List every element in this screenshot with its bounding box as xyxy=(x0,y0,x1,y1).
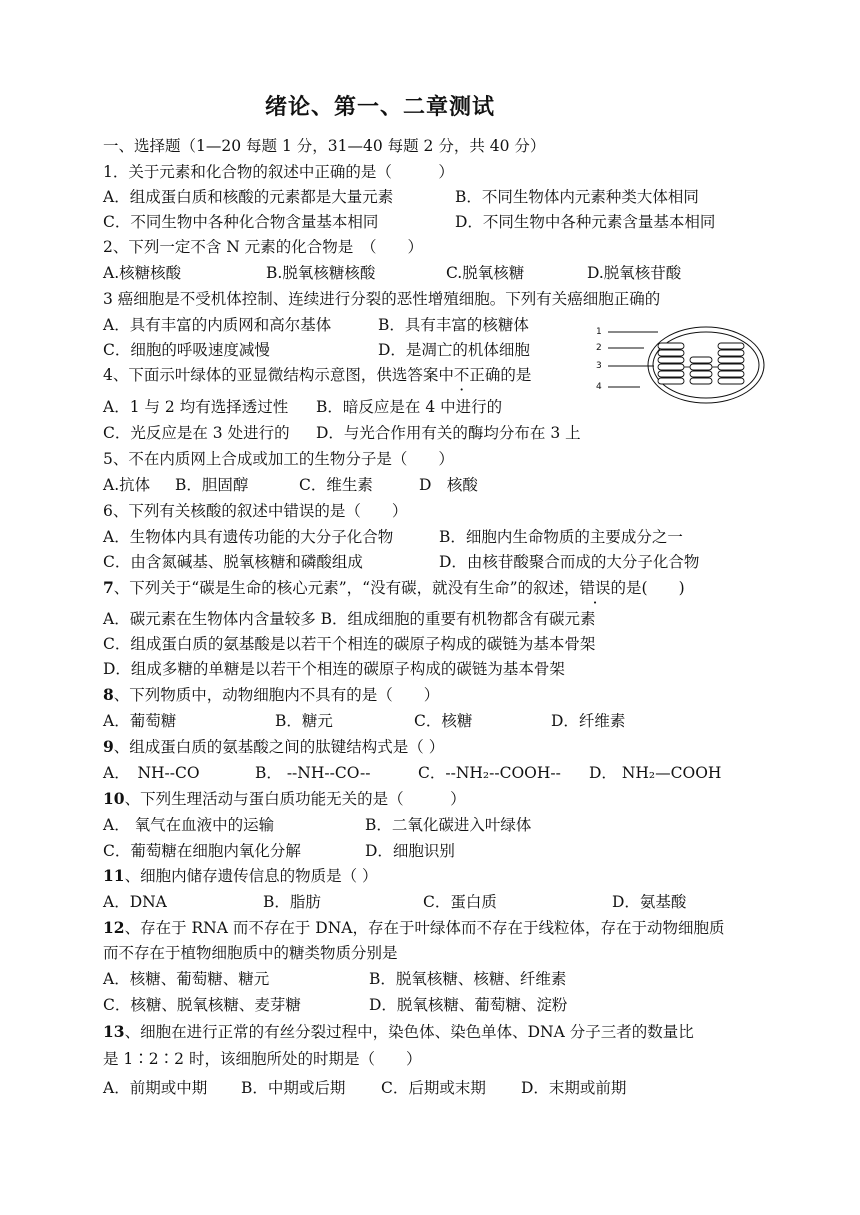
q9-stem xyxy=(103,736,444,758)
q12-stem-line2: 而不存在于植物细胞质中的糖类物质分别是 xyxy=(103,944,398,962)
q12-number: 12 xyxy=(103,918,125,937)
q4-option-b[interactable]: B．暗反应是在 4 中进行的 xyxy=(316,398,503,416)
q13-option-d[interactable]: D．末期或前期 xyxy=(521,1079,627,1097)
page-title: 绪论、第一、二章测试 xyxy=(264,94,495,120)
q7-stem-emphasis: 错误 xyxy=(579,579,611,597)
section-heading: 一、选择题（1—20 每题 1 分，31—40 每题 2 分，共 40 分） xyxy=(103,137,546,155)
q6-option-c[interactable]: C．由含氮碱基、脱氧核糖和磷酸组成 xyxy=(103,553,363,571)
diagram-label-3: 3 xyxy=(596,361,602,371)
q9-option-d[interactable]: D． NH₂—COOH xyxy=(589,764,722,782)
q2-option-b[interactable]: B.脱氧核糖核酸 xyxy=(266,264,376,282)
q13-option-a[interactable]: A．前期或中期 xyxy=(103,1079,208,1097)
q5-option-c[interactable]: C．维生素 xyxy=(299,476,373,494)
q7-stem-post: 的是( ) xyxy=(610,579,685,597)
q4-option-c[interactable]: C．光反应是在 3 处进行的 xyxy=(103,424,290,442)
q8-stem-text: 、下列物质中，动物细胞内不具有的是（ ） xyxy=(113,686,440,704)
q4-stem-post: 正确的是 xyxy=(469,366,532,384)
q2-option-c[interactable]: C.脱氧核糖 xyxy=(446,264,525,282)
q12-stem-text: 、存在于 RNA 而不存在于 DNA，存在于叶绿体而不存在于线粒体，存在于动物细胞质 xyxy=(124,919,725,937)
q10-stem xyxy=(103,788,466,810)
q9-option-b[interactable]: B． --NH--CO-- xyxy=(255,764,371,782)
q3-option-c[interactable]: C．细胞的呼吸速度减慢 xyxy=(103,341,270,359)
q13-stem-line2: 是 1∶2∶2 时，该细胞所处的时期是（ ） xyxy=(103,1050,422,1068)
q7-options-ab[interactable]: A．碳元素在生物体内含量较多 B．组成细胞的重要有机物都含有碳元素 xyxy=(103,610,596,628)
q6-option-a[interactable]: A．生物体内具有遗传功能的大分子化合物 xyxy=(103,528,394,546)
q8-option-d[interactable]: D．纤维素 xyxy=(551,712,626,730)
q5-stem: 5、不在内质网上合成或加工的生物分子是（ ） xyxy=(103,450,454,468)
q2-option-d[interactable]: D.脱氧核苷酸 xyxy=(587,264,682,282)
granum-middle xyxy=(690,357,712,384)
q6-option-b[interactable]: B．细胞内生命物质的主要成分之一 xyxy=(439,528,683,546)
q10-option-a[interactable]: A． 氧气在血液中的运输 xyxy=(103,816,275,834)
q10-option-d[interactable]: D．细胞识别 xyxy=(365,842,455,860)
q2-stem: 2、下列一定不含 N 元素的化合物是 （ ） xyxy=(103,238,424,256)
q12-option-b[interactable]: B．脱氧核糖、核糖、纤维素 xyxy=(369,970,567,988)
grana xyxy=(658,343,744,384)
q5-option-d[interactable]: D 核酸 xyxy=(419,476,478,494)
q8-stem xyxy=(103,684,439,706)
q7-stem-pre: 、下列关于“碳是生命的核心元素”，“没有碳，就没有生命”的叙述， xyxy=(113,579,580,597)
q4-stem xyxy=(103,364,531,386)
q4-stem-pre: 4、下面示叶绿体的亚显微结构示意图，供选答案中 xyxy=(103,366,454,384)
q6-option-d[interactable]: D．由核苷酸聚合而成的大分子化合物 xyxy=(439,553,700,571)
q10-option-b[interactable]: B．二氧化碳进入叶绿体 xyxy=(365,816,532,834)
q3-stem: 3 癌细胞是不受机体控制、连续进行分裂的恶性增殖细胞。下列有关癌细胞正确的 xyxy=(103,290,661,308)
q10-number: 10 xyxy=(103,789,125,808)
chloroplast-diagram xyxy=(594,325,766,407)
q9-stem-text: 、组成蛋白质的氨基酸之间的肽键结构式是（ ） xyxy=(113,738,445,756)
q1-option-c[interactable]: C．不同生物中各种化合物含量基本相同 xyxy=(103,213,379,231)
q7-option-c[interactable]: C．组成蛋白质的氨基酸是以若干个相连的碳原子构成的碳链为基本骨架 xyxy=(103,635,596,653)
q10-option-c[interactable]: C．葡萄糖在细胞内氧化分解 xyxy=(103,842,301,860)
q4-option-a[interactable]: A．1 与 2 均有选择透过性 xyxy=(103,398,289,416)
q5-option-a[interactable]: A.抗体 xyxy=(103,476,151,494)
q11-option-a[interactable]: A．DNA xyxy=(103,893,167,911)
q9-option-c[interactable]: C．--NH₂--COOH-- xyxy=(418,764,561,782)
q11-stem-text: 、细胞内储存遗传信息的物质是（ ） xyxy=(124,867,378,885)
q13-option-c[interactable]: C．后期或末期 xyxy=(381,1079,486,1097)
q13-option-b[interactable]: B．中期或后期 xyxy=(241,1079,346,1097)
q5-option-b[interactable]: B．胆固醇 xyxy=(175,476,249,494)
q12-stem-line1 xyxy=(103,917,724,939)
q4-option-d[interactable]: D．与光合作用有关的酶均分布在 3 上 xyxy=(316,424,581,442)
q12-option-a[interactable]: A．核糖、葡萄糖、糖元 xyxy=(103,970,270,988)
q1-option-b[interactable]: B．不同生物体内元素种类大体相同 xyxy=(455,188,699,206)
q9-number: 9 xyxy=(103,737,114,756)
q6-stem: 6、下列有关核酸的叙述中错误的是（ ） xyxy=(103,502,408,520)
q1-stem: 1．关于元素和化合物的叙述中正确的是（ ） xyxy=(103,163,454,181)
q11-option-b[interactable]: B．脂肪 xyxy=(263,893,321,911)
q2-option-a[interactable]: A.核糖核酸 xyxy=(103,264,182,282)
granum-right xyxy=(718,343,744,384)
q13-number: 13 xyxy=(103,1022,125,1041)
q8-option-b[interactable]: B．糖元 xyxy=(275,712,333,730)
q11-number: 11 xyxy=(103,866,125,885)
q11-option-d[interactable]: D．氨基酸 xyxy=(612,893,687,911)
q4-stem-emphasis: 不 xyxy=(453,366,470,384)
diagram-label-4: 4 xyxy=(596,382,602,392)
q11-option-c[interactable]: C．蛋白质 xyxy=(423,893,497,911)
q13-stem-text: 、细胞在进行正常的有丝分裂过程中，染色体、染色单体、DNA 分子三者的数量比 xyxy=(124,1023,694,1041)
diagram-label-2: 2 xyxy=(596,343,602,353)
q9-option-a[interactable]: A． NH--CO xyxy=(103,764,200,782)
q1-option-d[interactable]: D．不同生物中各种元素含量基本相同 xyxy=(455,213,716,231)
q7-option-d[interactable]: D．组成多糖的单糖是以若干个相连的碳原子构成的碳链为基本骨架 xyxy=(103,660,565,678)
q7-stem xyxy=(103,577,685,599)
q8-number: 8 xyxy=(103,685,114,704)
q8-option-c[interactable]: C．核糖 xyxy=(414,712,473,730)
q13-stem-line1 xyxy=(103,1021,694,1043)
q3-option-b[interactable]: B．具有丰富的核糖体 xyxy=(378,316,529,334)
diagram-label-1: 1 xyxy=(596,327,602,337)
q12-option-c[interactable]: C．核糖、脱氧核糖、麦芽糖 xyxy=(103,996,301,1014)
q3-option-d[interactable]: D．是凋亡的机体细胞 xyxy=(378,341,530,359)
q7-number: 7 xyxy=(103,578,114,597)
q3-option-a[interactable]: A．具有丰富的内质网和高尔基体 xyxy=(103,316,332,334)
q8-option-a[interactable]: A．葡萄糖 xyxy=(103,712,177,730)
q10-stem-text: 、下列生理活动与蛋白质功能无关的是（ ） xyxy=(124,790,466,808)
q1-option-a[interactable]: A．组成蛋白质和核酸的元素都是大量元素 xyxy=(103,188,394,206)
q11-stem xyxy=(103,865,378,887)
granum-left xyxy=(658,343,684,384)
q12-option-d[interactable]: D．脱氧核糖、葡萄糖、淀粉 xyxy=(369,996,568,1014)
